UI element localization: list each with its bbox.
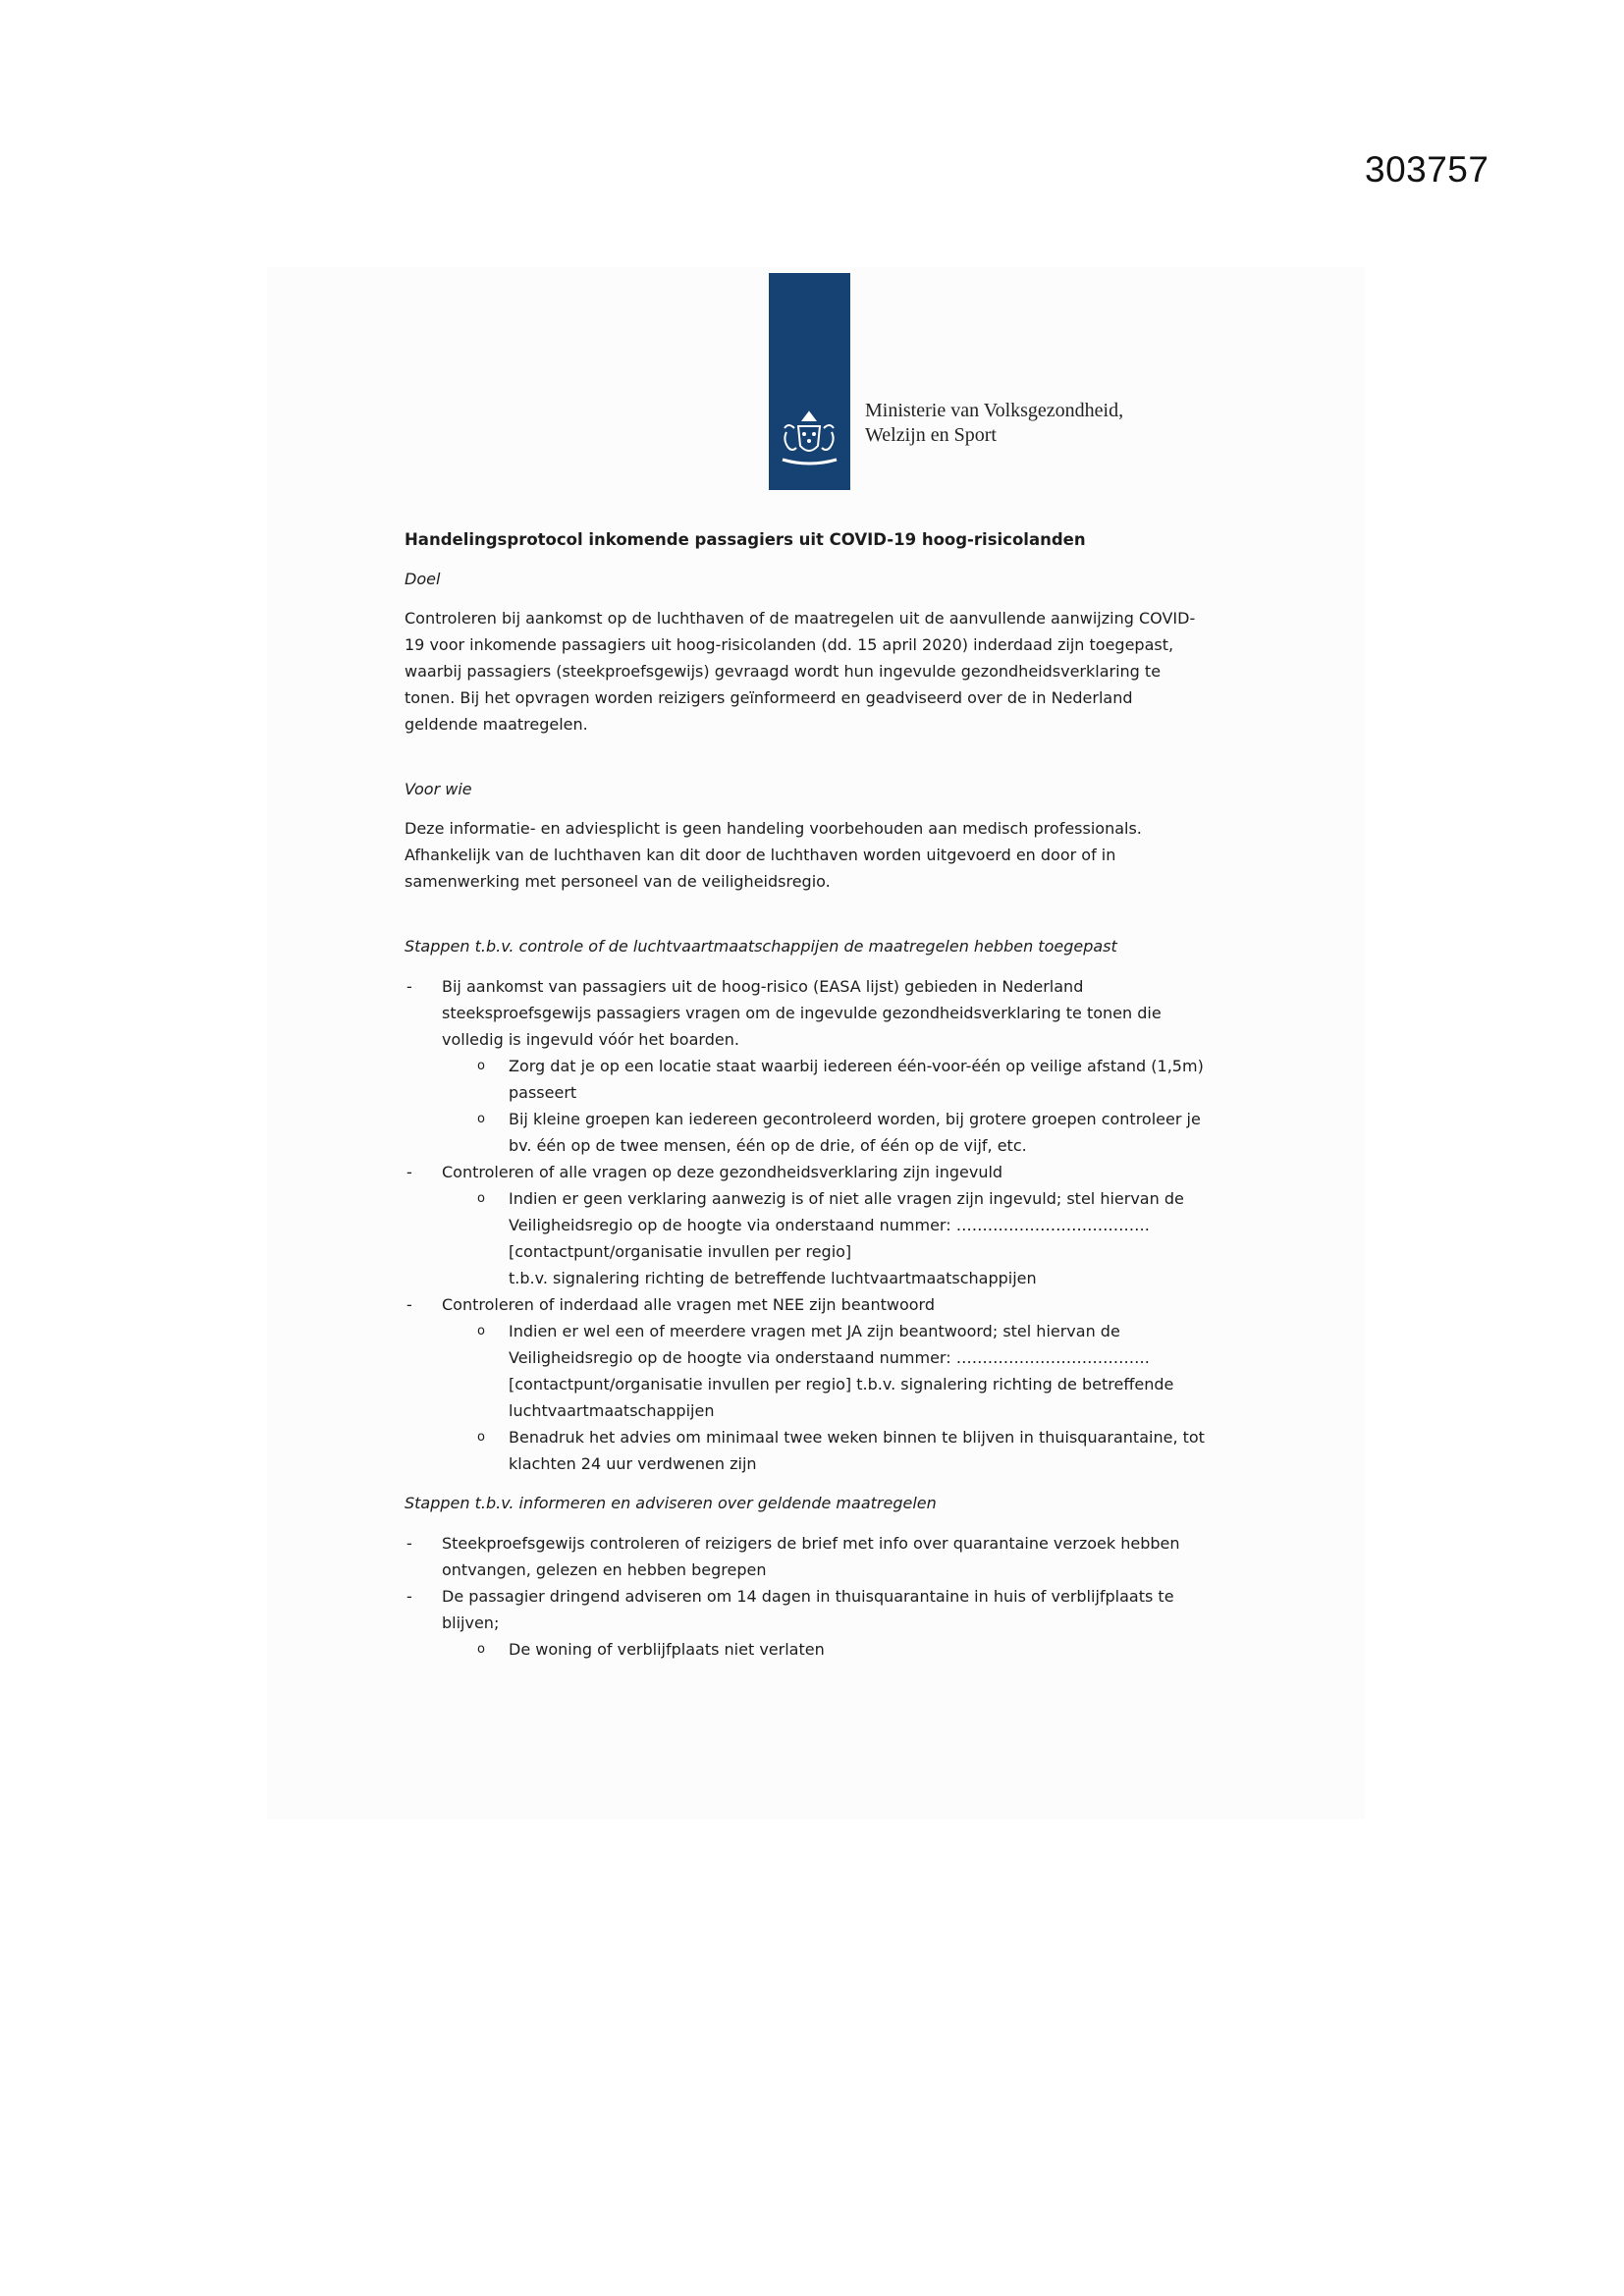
ministry-name-line: Welzijn en Sport bbox=[865, 424, 997, 446]
sub-list bbox=[442, 1318, 1249, 1477]
section-heading-stappen-controle: Stappen t.b.v. controle of de luchtvaartmaatschappijen de maatregelen hebben toegepast bbox=[405, 937, 1117, 956]
text-line: Controleren of inderdaad alle vragen met NEE zijn beantwoord bbox=[442, 1295, 935, 1314]
text-line: Benadruk het advies om minimaal twee weken binnen te blijven in thuisquarantaine, tot bbox=[509, 1428, 1205, 1447]
text-line: geldende maatregelen. bbox=[405, 715, 588, 734]
text-line: volledig is ingevuld vóór het boarden. bbox=[442, 1030, 739, 1049]
text-line: waarbij passagiers (steekproefsgewijs) gevraagd wordt hun ingevulde gezondheidsverklaring te bbox=[405, 662, 1162, 681]
text-line: Afhankelijk van de luchthaven kan dit door de luchthaven worden uitgevoerd en door of in bbox=[405, 846, 1116, 864]
ministry-name bbox=[865, 399, 1123, 448]
sub-list-item bbox=[477, 1636, 1249, 1663]
sub-list-item bbox=[477, 1185, 1249, 1291]
list-item bbox=[405, 1291, 1249, 1477]
paragraph-doel bbox=[405, 605, 1249, 738]
text-line: samenwerking met personeel van de veiligheidsregio. bbox=[405, 872, 831, 891]
text-line: passeert bbox=[509, 1083, 577, 1102]
text-line: Zorg dat je op een locatie staat waarbij iedereen één-voor-één op veilige afstand (1,5m) bbox=[509, 1057, 1204, 1075]
sub-list-item bbox=[477, 1106, 1249, 1159]
sub-list bbox=[442, 1053, 1249, 1159]
list-stappen-informeren bbox=[405, 1530, 1249, 1663]
text-line: Controleren bij aankomst op de luchthaven of de maatregelen uit de aanvullende aanwijzing COVID- bbox=[405, 609, 1196, 628]
list-item bbox=[405, 1159, 1249, 1291]
text-line: De woning of verblijfplaats niet verlaten bbox=[509, 1640, 825, 1659]
text-line: blijven; bbox=[442, 1613, 500, 1632]
text-line: De passagier dringend adviseren om 14 dagen in thuisquarantaine in huis of verblijfplaats te bbox=[442, 1587, 1174, 1606]
sub-list-item bbox=[477, 1318, 1249, 1424]
text-line: 19 voor inkomende passagiers uit hoog-risicolanden (dd. 15 april 2020) inderdaad zijn toegepast, bbox=[405, 635, 1174, 654]
text-line: t.b.v. signalering richting de betreffende luchtvaartmaatschappijen bbox=[509, 1269, 1037, 1287]
sub-list bbox=[442, 1636, 1249, 1663]
text-line: bv. één op de twee mensen, één op de drie, of één op de vijf, etc. bbox=[509, 1136, 1027, 1155]
text-line: steeksproefsgewijs passagiers vragen om de ingevulde gezondheidsverklaring te tonen die bbox=[442, 1004, 1162, 1022]
list-item bbox=[405, 1530, 1249, 1583]
dash-marker: - bbox=[406, 1295, 412, 1314]
text-line: Controleren of alle vragen op deze gezondheidsverklaring zijn ingevuld bbox=[442, 1163, 1003, 1181]
circle-bullet-icon: o bbox=[477, 1191, 485, 1206]
text-line: Deze informatie- en adviesplicht is geen handeling voorbehouden aan medisch professionals. bbox=[405, 819, 1142, 838]
section-heading-voor-wie: Voor wie bbox=[405, 780, 472, 798]
text-line: Bij kleine groepen kan iedereen gecontroleerd worden, bij grotere groepen controleer je bbox=[509, 1110, 1201, 1128]
ministry-name-line: Ministerie van Volksgezondheid, bbox=[865, 400, 1124, 421]
paragraph-voor-wie bbox=[405, 815, 1249, 895]
circle-bullet-icon: o bbox=[477, 1324, 485, 1339]
text-line: Veiligheidsregio op de hoogte via onderstaand nummer: ………………………………. bbox=[509, 1216, 1150, 1234]
text-line: ontvangen, gelezen en hebben begrepen bbox=[442, 1560, 767, 1579]
text-line: Indien er geen verklaring aanwezig is of niet alle vragen zijn ingevuld; stel hiervan de bbox=[509, 1189, 1184, 1208]
sub-list bbox=[442, 1185, 1249, 1291]
ministry-logo-bar bbox=[769, 273, 850, 490]
text-line: Steekproefsgewijs controleren of reizigers de brief met info over quarantaine verzoek hebben bbox=[442, 1534, 1180, 1553]
dash-marker: - bbox=[406, 977, 412, 996]
section-heading-stappen-informeren: Stappen t.b.v. informeren en adviseren over geldende maatregelen bbox=[405, 1494, 937, 1512]
section-heading-doel: Doel bbox=[405, 570, 441, 588]
circle-bullet-icon: o bbox=[477, 1112, 485, 1126]
list-item bbox=[405, 1583, 1249, 1663]
document-title: Handelingsprotocol inkomende passagiers uit COVID-19 hoog-risicolanden bbox=[405, 530, 1086, 549]
circle-bullet-icon: o bbox=[477, 1642, 485, 1657]
dash-marker: - bbox=[406, 1163, 412, 1181]
text-line: luchtvaartmaatschappijen bbox=[509, 1401, 715, 1420]
circle-bullet-icon: o bbox=[477, 1430, 485, 1445]
document-body bbox=[405, 526, 1249, 1663]
text-line: Bij aankomst van passagiers uit de hoog-risico (EASA lijst) gebieden in Nederland bbox=[442, 977, 1084, 996]
circle-bullet-icon: o bbox=[477, 1059, 485, 1073]
list-stappen-controle bbox=[405, 973, 1249, 1477]
sub-list-item bbox=[477, 1053, 1249, 1106]
text-line: klachten 24 uur verdwenen zijn bbox=[509, 1454, 757, 1473]
list-item bbox=[405, 973, 1249, 1159]
document-number: 303757 bbox=[1365, 149, 1489, 190]
dash-marker: - bbox=[406, 1587, 412, 1606]
text-line: Indien er wel een of meerdere vragen met JA zijn beantwoord; stel hiervan de bbox=[509, 1322, 1120, 1340]
sub-list-item bbox=[477, 1424, 1249, 1477]
text-line: tonen. Bij het opvragen worden reizigers geïnformeerd en geadviseerd over de in Nederland bbox=[405, 688, 1133, 707]
rijksoverheid-crest-icon bbox=[775, 407, 844, 471]
text-line: [contactpunt/organisatie invullen per regio] t.b.v. signalering richting de betreffende bbox=[509, 1375, 1174, 1394]
text-line: [contactpunt/organisatie invullen per regio] bbox=[509, 1242, 852, 1261]
text-line: Veiligheidsregio op de hoogte via onderstaand nummer: ………………………………. bbox=[509, 1348, 1150, 1367]
dash-marker: - bbox=[406, 1534, 412, 1553]
